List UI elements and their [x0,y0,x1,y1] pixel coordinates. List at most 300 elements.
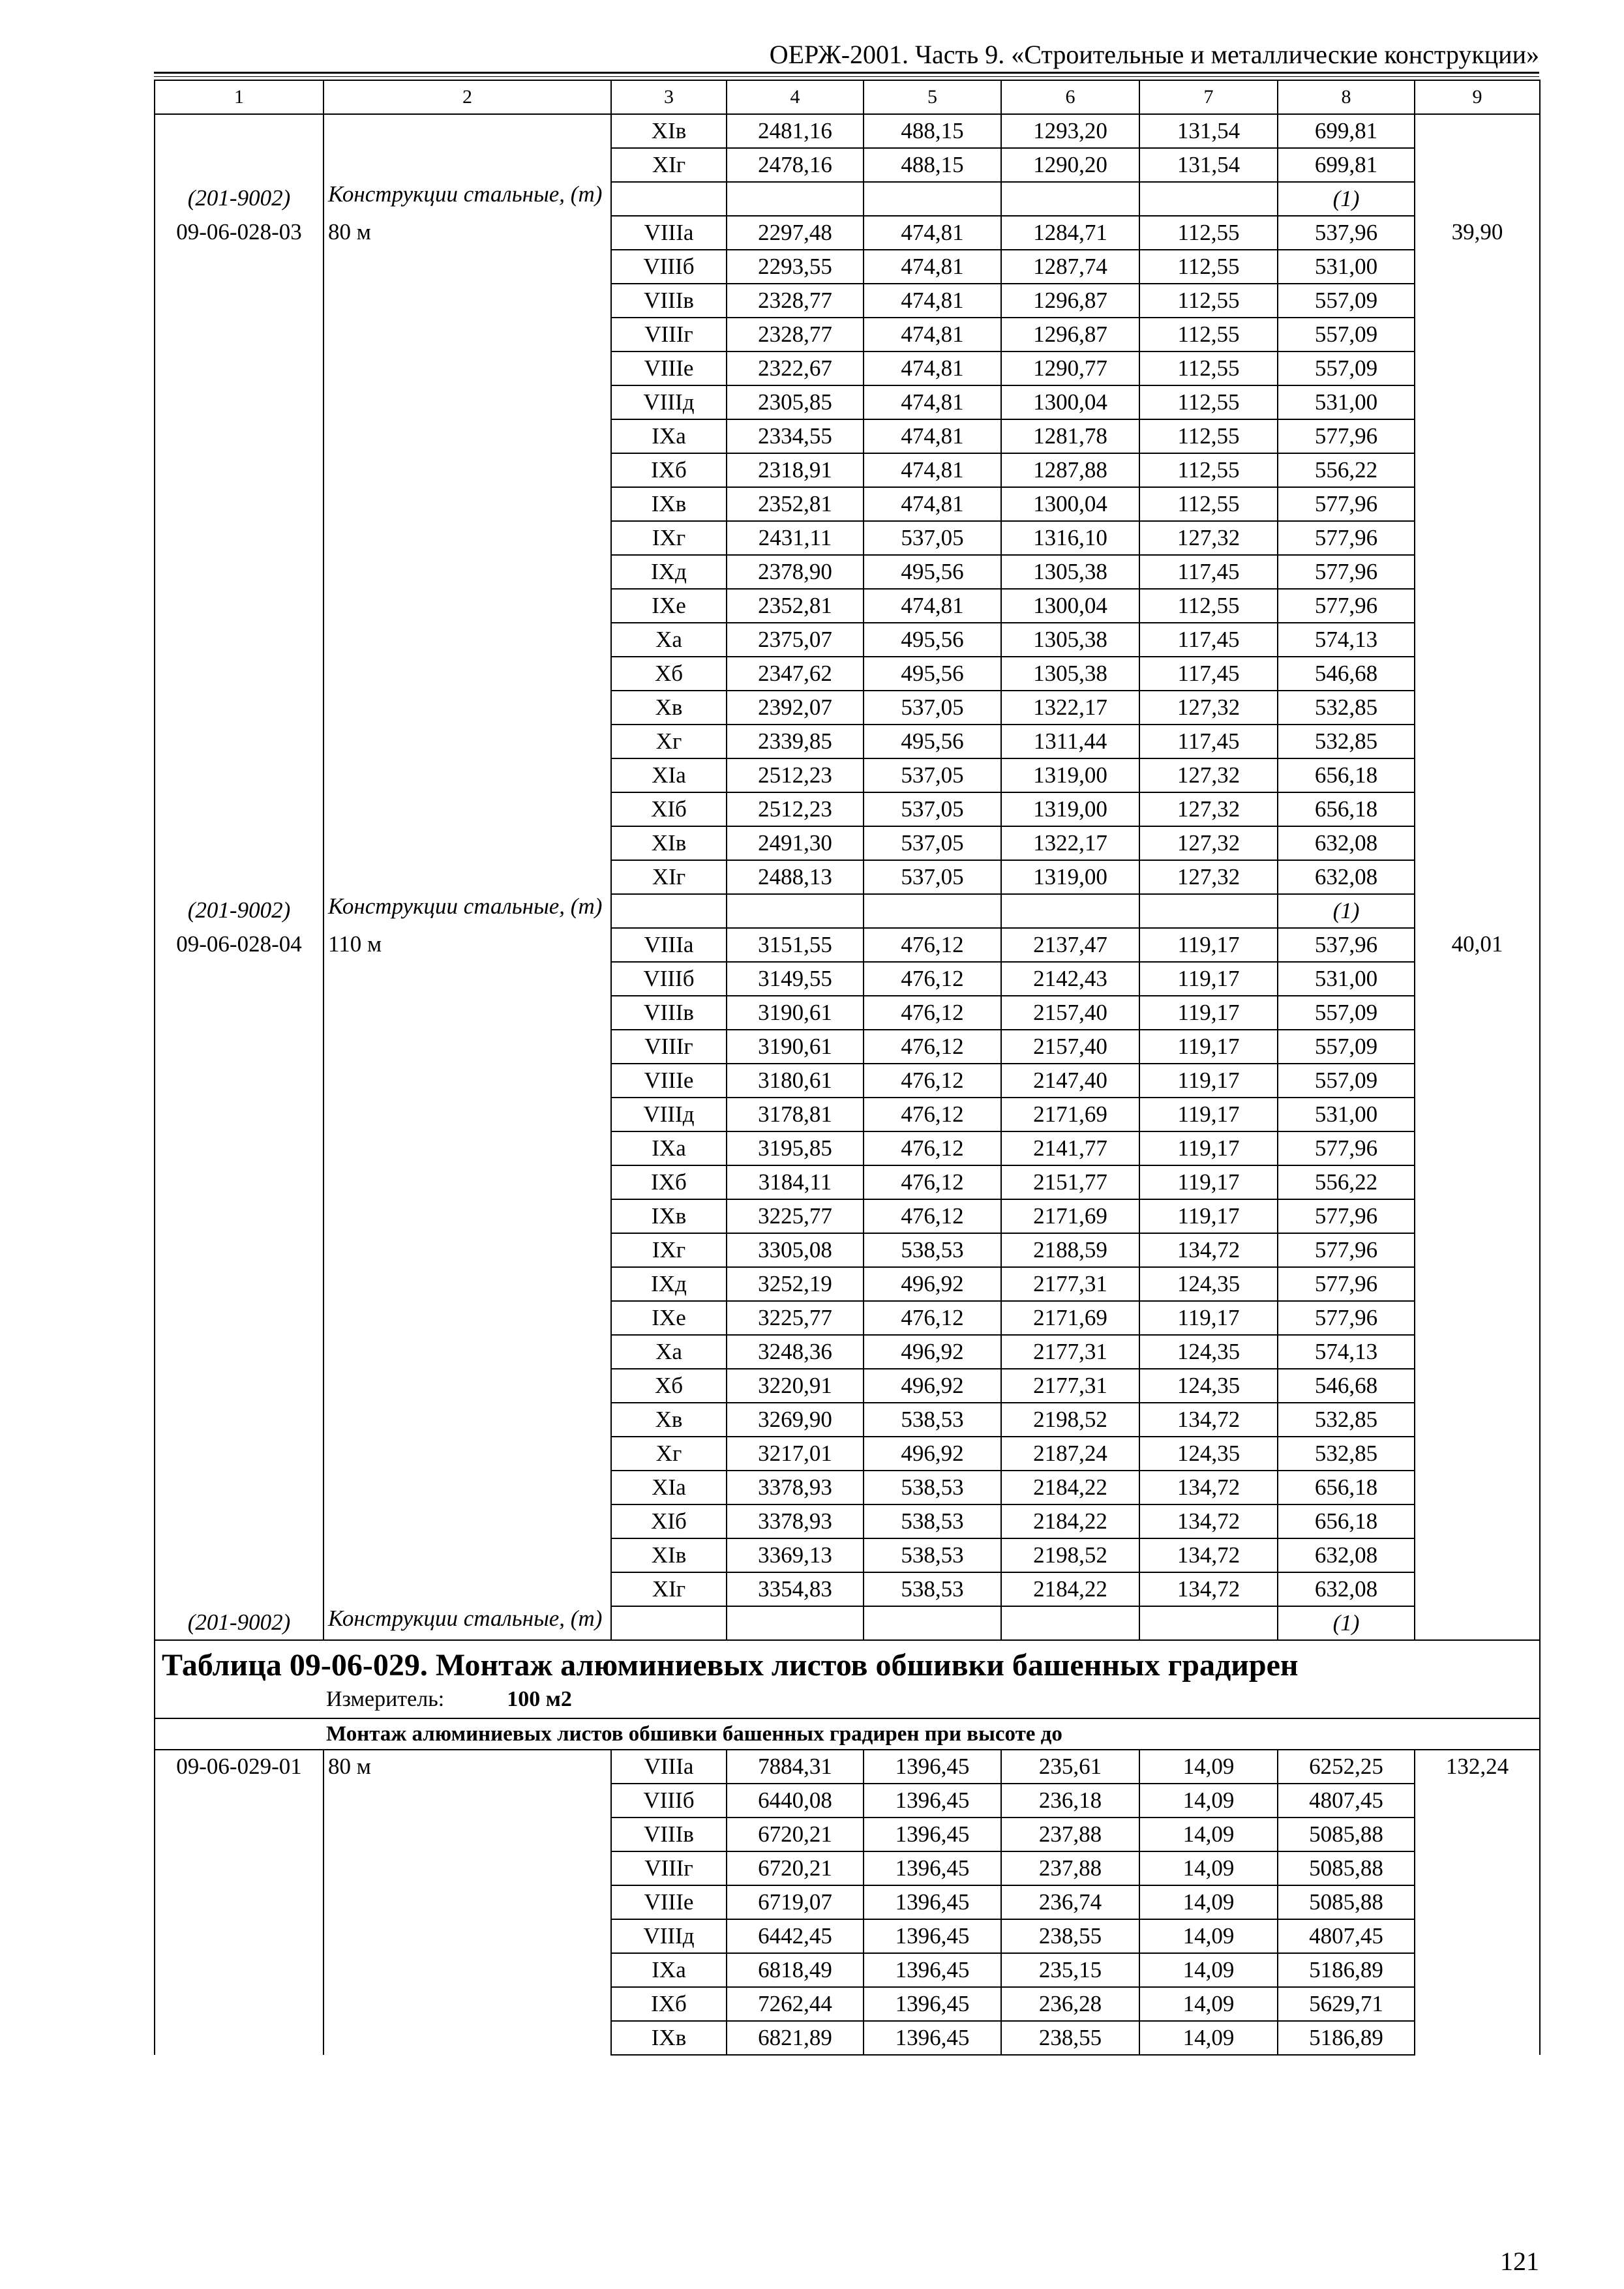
code-cell: 09-06-028-04 [155,928,323,1606]
value-cell: 14,09 [1139,1750,1278,1784]
value-cell: 496,92 [864,1437,1001,1471]
value-cell: 2171,69 [1001,1098,1139,1131]
value-cell: 238,55 [1001,2021,1139,2055]
value-cell: 112,55 [1139,318,1278,352]
zone-cell: IXа [611,419,727,453]
value-cell: 14,09 [1139,1987,1278,2021]
value-cell: 1396,45 [864,2021,1001,2055]
table-row [155,182,1540,216]
value-cell: 2322,67 [727,352,864,385]
zone-cell: XIб [611,1504,727,1538]
value-cell: 112,55 [1139,453,1278,487]
value-cell: 3378,93 [727,1471,864,1504]
empty-cell [1001,182,1139,216]
col9-cell [1415,114,1540,216]
value-cell: 577,96 [1278,1267,1415,1301]
value-cell: 532,85 [1278,1403,1415,1437]
zone-cell: Xб [611,657,727,691]
value-cell: 5629,71 [1278,1987,1415,2021]
table-row [155,1640,1540,1685]
value-cell: 476,12 [864,1165,1001,1199]
value-cell: 4807,45 [1278,1919,1415,1953]
price-table [154,80,1541,2056]
col9-cell: 39,90 [1415,216,1540,928]
value-cell: 127,32 [1139,826,1278,860]
value-cell: 3190,61 [727,996,864,1030]
value-cell: 14,09 [1139,1885,1278,1919]
value-cell: 474,81 [864,385,1001,419]
header-rule [154,72,1539,74]
value-cell: 2171,69 [1001,1301,1139,1335]
value-cell: 127,32 [1139,758,1278,792]
value-cell: 537,05 [864,860,1001,894]
zone-cell: VIIIг [611,1030,727,1064]
value-cell: 2512,23 [727,792,864,826]
height-cell: 80 м [323,216,611,894]
value-cell: 632,08 [1278,860,1415,894]
value-cell: 488,15 [864,148,1001,182]
zone-cell: VIIIг [611,1851,727,1885]
zone-cell: VIIIд [611,1098,727,1131]
value-cell: 127,32 [1139,521,1278,555]
zone-cell: VIIIе [611,1064,727,1098]
measure-label: Измеритель: [326,1687,445,1711]
value-cell: 117,45 [1139,657,1278,691]
value-cell: 632,08 [1278,826,1415,860]
page-number: 121 [1500,2247,1539,2276]
value-cell: 119,17 [1139,962,1278,996]
value-cell: 656,18 [1278,758,1415,792]
value-cell: 2318,91 [727,453,864,487]
value-cell: 476,12 [864,1098,1001,1131]
value-cell: 134,72 [1139,1572,1278,1606]
value-cell: 577,96 [1278,1199,1415,1233]
value-cell: 2352,81 [727,589,864,623]
value-cell: 2147,40 [1001,1064,1139,1098]
zone-cell: IXв [611,1199,727,1233]
table-row [155,80,1540,114]
section-subheading: Монтаж алюминиевых листов обшивки башенных градирен при высоте до [155,1718,1540,1750]
zone-cell: IXе [611,589,727,623]
value-cell: 1287,88 [1001,453,1139,487]
value-cell: 538,53 [864,1538,1001,1572]
value-cell: 476,12 [864,1131,1001,1165]
value-cell: 6440,08 [727,1784,864,1818]
value-cell: 2305,85 [727,385,864,419]
value-cell: 495,56 [864,623,1001,657]
value-cell: 2142,43 [1001,962,1139,996]
value-cell: 2347,62 [727,657,864,691]
empty-cell [727,182,864,216]
value-cell: 235,61 [1001,1750,1139,1784]
value-cell: 236,28 [1001,1987,1139,2021]
value-cell: 3378,93 [727,1504,864,1538]
value-cell: 537,05 [864,691,1001,725]
value-cell: 2184,22 [1001,1504,1139,1538]
value-cell: 14,09 [1139,2021,1278,2055]
value-cell: 2481,16 [727,114,864,148]
value-cell: 2198,52 [1001,1538,1139,1572]
value-cell: 131,54 [1139,114,1278,148]
value-cell: 557,09 [1278,1064,1415,1098]
value-cell: 2177,31 [1001,1369,1139,1403]
value-cell: 112,55 [1139,487,1278,521]
height-cell: 110 м [323,928,611,1606]
value-cell: 6442,45 [727,1919,864,1953]
empty-cell [1139,182,1278,216]
value-cell: 1319,00 [1001,758,1139,792]
value-cell: 3151,55 [727,928,864,962]
value-cell: 557,09 [1278,352,1415,385]
value-cell: 5085,88 [1278,1818,1415,1851]
value-cell: 134,72 [1139,1538,1278,1572]
zone-cell: VIIIа [611,928,727,962]
value-cell: 1319,00 [1001,860,1139,894]
value-cell: 2334,55 [727,419,864,453]
zone-cell: VIIIв [611,1818,727,1851]
value-cell: 3217,01 [727,1437,864,1471]
value-cell: 131,54 [1139,148,1278,182]
value-cell: 1300,04 [1001,385,1139,419]
value-cell: 474,81 [864,352,1001,385]
value-cell: 538,53 [864,1471,1001,1504]
value-cell: 2177,31 [1001,1267,1139,1301]
value-cell: 474,81 [864,250,1001,284]
value-cell: 474,81 [864,589,1001,623]
value-cell: 474,81 [864,216,1001,250]
value-cell: 577,96 [1278,555,1415,589]
value-cell: 127,32 [1139,792,1278,826]
value-cell: 6720,21 [727,1851,864,1885]
value-cell: 14,09 [1139,1784,1278,1818]
zone-cell: Xг [611,1437,727,1471]
value-cell: 2375,07 [727,623,864,657]
value-cell: 2339,85 [727,725,864,758]
value-cell: 1396,45 [864,1750,1001,1784]
code-cell: 09-06-029-01 [155,1750,323,2055]
value-cell: 496,92 [864,1335,1001,1369]
zone-cell: XIг [611,1572,727,1606]
value-cell: 656,18 [1278,1471,1415,1504]
value-cell: 537,05 [864,758,1001,792]
value-cell: 557,09 [1278,284,1415,318]
zone-cell: IXг [611,1233,727,1267]
table-row [155,216,1540,250]
value-cell: 3269,90 [727,1403,864,1437]
empty-cell [611,1606,727,1640]
value-cell: 1396,45 [864,1919,1001,1953]
value-cell: 3248,36 [727,1335,864,1369]
value-cell: 577,96 [1278,1301,1415,1335]
zone-cell: Xб [611,1369,727,1403]
empty-cell [864,1606,1001,1640]
value-cell: 1305,38 [1001,623,1139,657]
value-cell: 1290,20 [1001,148,1139,182]
resource-label: Конструкции стальные, (т) [323,894,611,928]
value-cell: 1396,45 [864,1953,1001,1987]
value-cell: 7884,31 [727,1750,864,1784]
value-cell: 119,17 [1139,1131,1278,1165]
zone-cell: VIIIа [611,216,727,250]
empty-cell [864,182,1001,216]
table-row [155,928,1540,962]
value-cell: 2184,22 [1001,1572,1139,1606]
value-cell: 6821,89 [727,2021,864,2055]
value-cell: 538,53 [864,1504,1001,1538]
column-number: 2 [323,80,611,114]
value-cell: 476,12 [864,1030,1001,1064]
value-cell: 1284,71 [1001,216,1139,250]
zone-cell: IXд [611,555,727,589]
value-cell: 532,85 [1278,725,1415,758]
value-cell: 577,96 [1278,1233,1415,1267]
value-cell: 474,81 [864,453,1001,487]
zone-cell: XIа [611,758,727,792]
zone-cell: VIIIе [611,1885,727,1919]
value-cell: 1396,45 [864,1818,1001,1851]
zone-cell: VIIIд [611,385,727,419]
value-cell: 237,88 [1001,1818,1139,1851]
zone-cell: VIIIд [611,1919,727,1953]
value-cell: 14,09 [1139,1851,1278,1885]
zone-cell: VIIIг [611,318,727,352]
value-cell: 2378,90 [727,555,864,589]
value-cell: 577,96 [1278,589,1415,623]
value-cell: 134,72 [1139,1403,1278,1437]
zone-cell: XIа [611,1471,727,1504]
value-cell: 2431,11 [727,521,864,555]
value-cell: 2478,16 [727,148,864,182]
value-cell: 2187,24 [1001,1437,1139,1471]
zone-cell: IXб [611,1987,727,2021]
value-cell: 1319,00 [1001,792,1139,826]
value-cell: 531,00 [1278,250,1415,284]
value-cell: 7262,44 [727,1987,864,2021]
running-header: ОЕРЖ-2001. Часть 9. «Строительные и металлические конструкции» [769,40,1539,69]
value-cell: 112,55 [1139,419,1278,453]
value-cell: 3149,55 [727,962,864,996]
zone-cell: VIIIе [611,352,727,385]
value-cell: 1316,10 [1001,521,1139,555]
value-cell: 2171,69 [1001,1199,1139,1233]
code-cell: 09-06-028-03 [155,216,323,894]
zone-cell: XIв [611,1538,727,1572]
value-cell: 237,88 [1001,1851,1139,1885]
value-cell: 531,00 [1278,1098,1415,1131]
value-cell: 1396,45 [864,1784,1001,1818]
value-cell: 6252,25 [1278,1750,1415,1784]
value-cell: 2352,81 [727,487,864,521]
column-number: 8 [1278,80,1415,114]
value-cell: 2184,22 [1001,1471,1139,1504]
column-number: 9 [1415,80,1540,114]
value-cell: 119,17 [1139,1165,1278,1199]
value-cell: 699,81 [1278,114,1415,148]
value-cell: 2328,77 [727,318,864,352]
value-cell: 1396,45 [864,1885,1001,1919]
resource-label: Конструкции стальные, (т) [323,182,611,216]
value-cell: 3252,19 [727,1267,864,1301]
value-cell: 1322,17 [1001,691,1139,725]
table-row [155,1750,1540,1784]
zone-cell: Xв [611,691,727,725]
height-cell: 80 м [323,1750,611,2055]
value-cell: 557,09 [1278,318,1415,352]
value-cell: 656,18 [1278,792,1415,826]
zone-cell: VIIIб [611,962,727,996]
zone-cell: VIIIб [611,1784,727,1818]
value-cell: 117,45 [1139,623,1278,657]
value-cell: 112,55 [1139,352,1278,385]
column-number: 6 [1001,80,1139,114]
value-cell: 546,68 [1278,1369,1415,1403]
zone-cell: Xг [611,725,727,758]
value-cell: 2157,40 [1001,1030,1139,1064]
value-cell: 2141,77 [1001,1131,1139,1165]
value-cell: 124,35 [1139,1267,1278,1301]
value-cell: 3178,81 [727,1098,864,1131]
resource-code: (201-9002) [155,894,323,928]
value-cell: 5186,89 [1278,2021,1415,2055]
value-cell: 3195,85 [727,1131,864,1165]
value-cell: 6818,49 [727,1953,864,1987]
value-cell: 1281,78 [1001,419,1139,453]
value-cell: 3184,11 [727,1165,864,1199]
value-cell: 119,17 [1139,1030,1278,1064]
value-cell: 1296,87 [1001,284,1139,318]
value-cell: 134,72 [1139,1233,1278,1267]
value-cell: 2293,55 [727,250,864,284]
value-cell: 2491,30 [727,826,864,860]
value-cell: 476,12 [864,996,1001,1030]
value-cell: 577,96 [1278,1131,1415,1165]
value-cell: 5085,88 [1278,1885,1415,1919]
table-row [155,114,1540,148]
value-cell: 476,12 [864,1301,1001,1335]
value-cell: 112,55 [1139,589,1278,623]
column-number: 7 [1139,80,1278,114]
value-cell: 119,17 [1139,1098,1278,1131]
measure-value: 100 м2 [507,1687,572,1711]
value-cell: 476,12 [864,1064,1001,1098]
value-cell: 1305,38 [1001,657,1139,691]
value-cell: 112,55 [1139,216,1278,250]
empty-cell [611,182,727,216]
value-cell: 238,55 [1001,1919,1139,1953]
value-cell: 538,53 [864,1233,1001,1267]
value-cell: 124,35 [1139,1437,1278,1471]
zone-cell: VIIIа [611,1750,727,1784]
value-cell: 2157,40 [1001,996,1139,1030]
value-cell: 3220,91 [727,1369,864,1403]
zone-cell: IXв [611,2021,727,2055]
empty-cell [1139,1606,1278,1640]
value-cell: 1296,87 [1001,318,1139,352]
value-cell: 236,74 [1001,1885,1139,1919]
value-cell: 1396,45 [864,1987,1001,2021]
value-cell: 476,12 [864,928,1001,962]
empty-cell [611,894,727,928]
value-cell: 1311,44 [1001,725,1139,758]
zone-cell: IXа [611,1953,727,1987]
value-cell: 3190,61 [727,1030,864,1064]
value-cell: 476,12 [864,1199,1001,1233]
value-cell: 119,17 [1139,1199,1278,1233]
value-cell: 537,96 [1278,928,1415,962]
value-cell: 1322,17 [1001,826,1139,860]
value-cell: 3180,61 [727,1064,864,1098]
value-cell: 538,53 [864,1572,1001,1606]
value-cell: 2512,23 [727,758,864,792]
value-cell: 119,17 [1139,1064,1278,1098]
value-cell: 496,92 [864,1267,1001,1301]
value-cell: 3354,83 [727,1572,864,1606]
value-cell: 1300,04 [1001,589,1139,623]
empty-cell [1001,894,1139,928]
value-cell: 556,22 [1278,453,1415,487]
value-cell: 531,00 [1278,385,1415,419]
note-cell: (1) [1278,894,1415,928]
value-cell: 632,08 [1278,1538,1415,1572]
zone-cell: VIIIв [611,284,727,318]
value-cell: 2488,13 [727,860,864,894]
zone-cell: IXг [611,521,727,555]
value-cell: 119,17 [1139,1301,1278,1335]
value-cell: 632,08 [1278,1572,1415,1606]
column-number: 1 [155,80,323,114]
value-cell: 1287,74 [1001,250,1139,284]
col9-cell: 40,01 [1415,928,1540,1640]
value-cell: 112,55 [1139,284,1278,318]
value-cell: 119,17 [1139,996,1278,1030]
column-number: 3 [611,80,727,114]
value-cell: 537,96 [1278,216,1415,250]
value-cell: 3225,77 [727,1301,864,1335]
value-cell: 14,09 [1139,1919,1278,1953]
table-row [155,894,1540,928]
column-number: 5 [864,80,1001,114]
value-cell: 1300,04 [1001,487,1139,521]
empty-cell [1139,894,1278,928]
resource-code: (201-9002) [155,182,323,216]
resource-code: (201-9002) [155,1606,323,1640]
value-cell: 532,85 [1278,1437,1415,1471]
empty-cell [727,1606,864,1640]
zone-cell: XIг [611,860,727,894]
zone-cell: IXб [611,453,727,487]
zone-cell: XIб [611,792,727,826]
value-cell: 112,55 [1139,385,1278,419]
value-cell: 3369,13 [727,1538,864,1572]
value-cell: 235,15 [1001,1953,1139,1987]
value-cell: 236,18 [1001,1784,1139,1818]
value-cell: 119,17 [1139,928,1278,962]
zone-cell: XIв [611,826,727,860]
value-cell: 556,22 [1278,1165,1415,1199]
value-cell: 124,35 [1139,1335,1278,1369]
value-cell: 577,96 [1278,419,1415,453]
value-cell: 474,81 [864,487,1001,521]
zone-cell: IXв [611,487,727,521]
value-cell: 127,32 [1139,860,1278,894]
zone-cell: VIIIб [611,250,727,284]
zone-cell: IXа [611,1131,727,1165]
resource-label: Конструкции стальные, (т) [323,1606,611,1640]
col9-cell: 132,24 [1415,1750,1540,2055]
zone-cell: IXд [611,1267,727,1301]
value-cell: 117,45 [1139,725,1278,758]
value-cell: 134,72 [1139,1471,1278,1504]
